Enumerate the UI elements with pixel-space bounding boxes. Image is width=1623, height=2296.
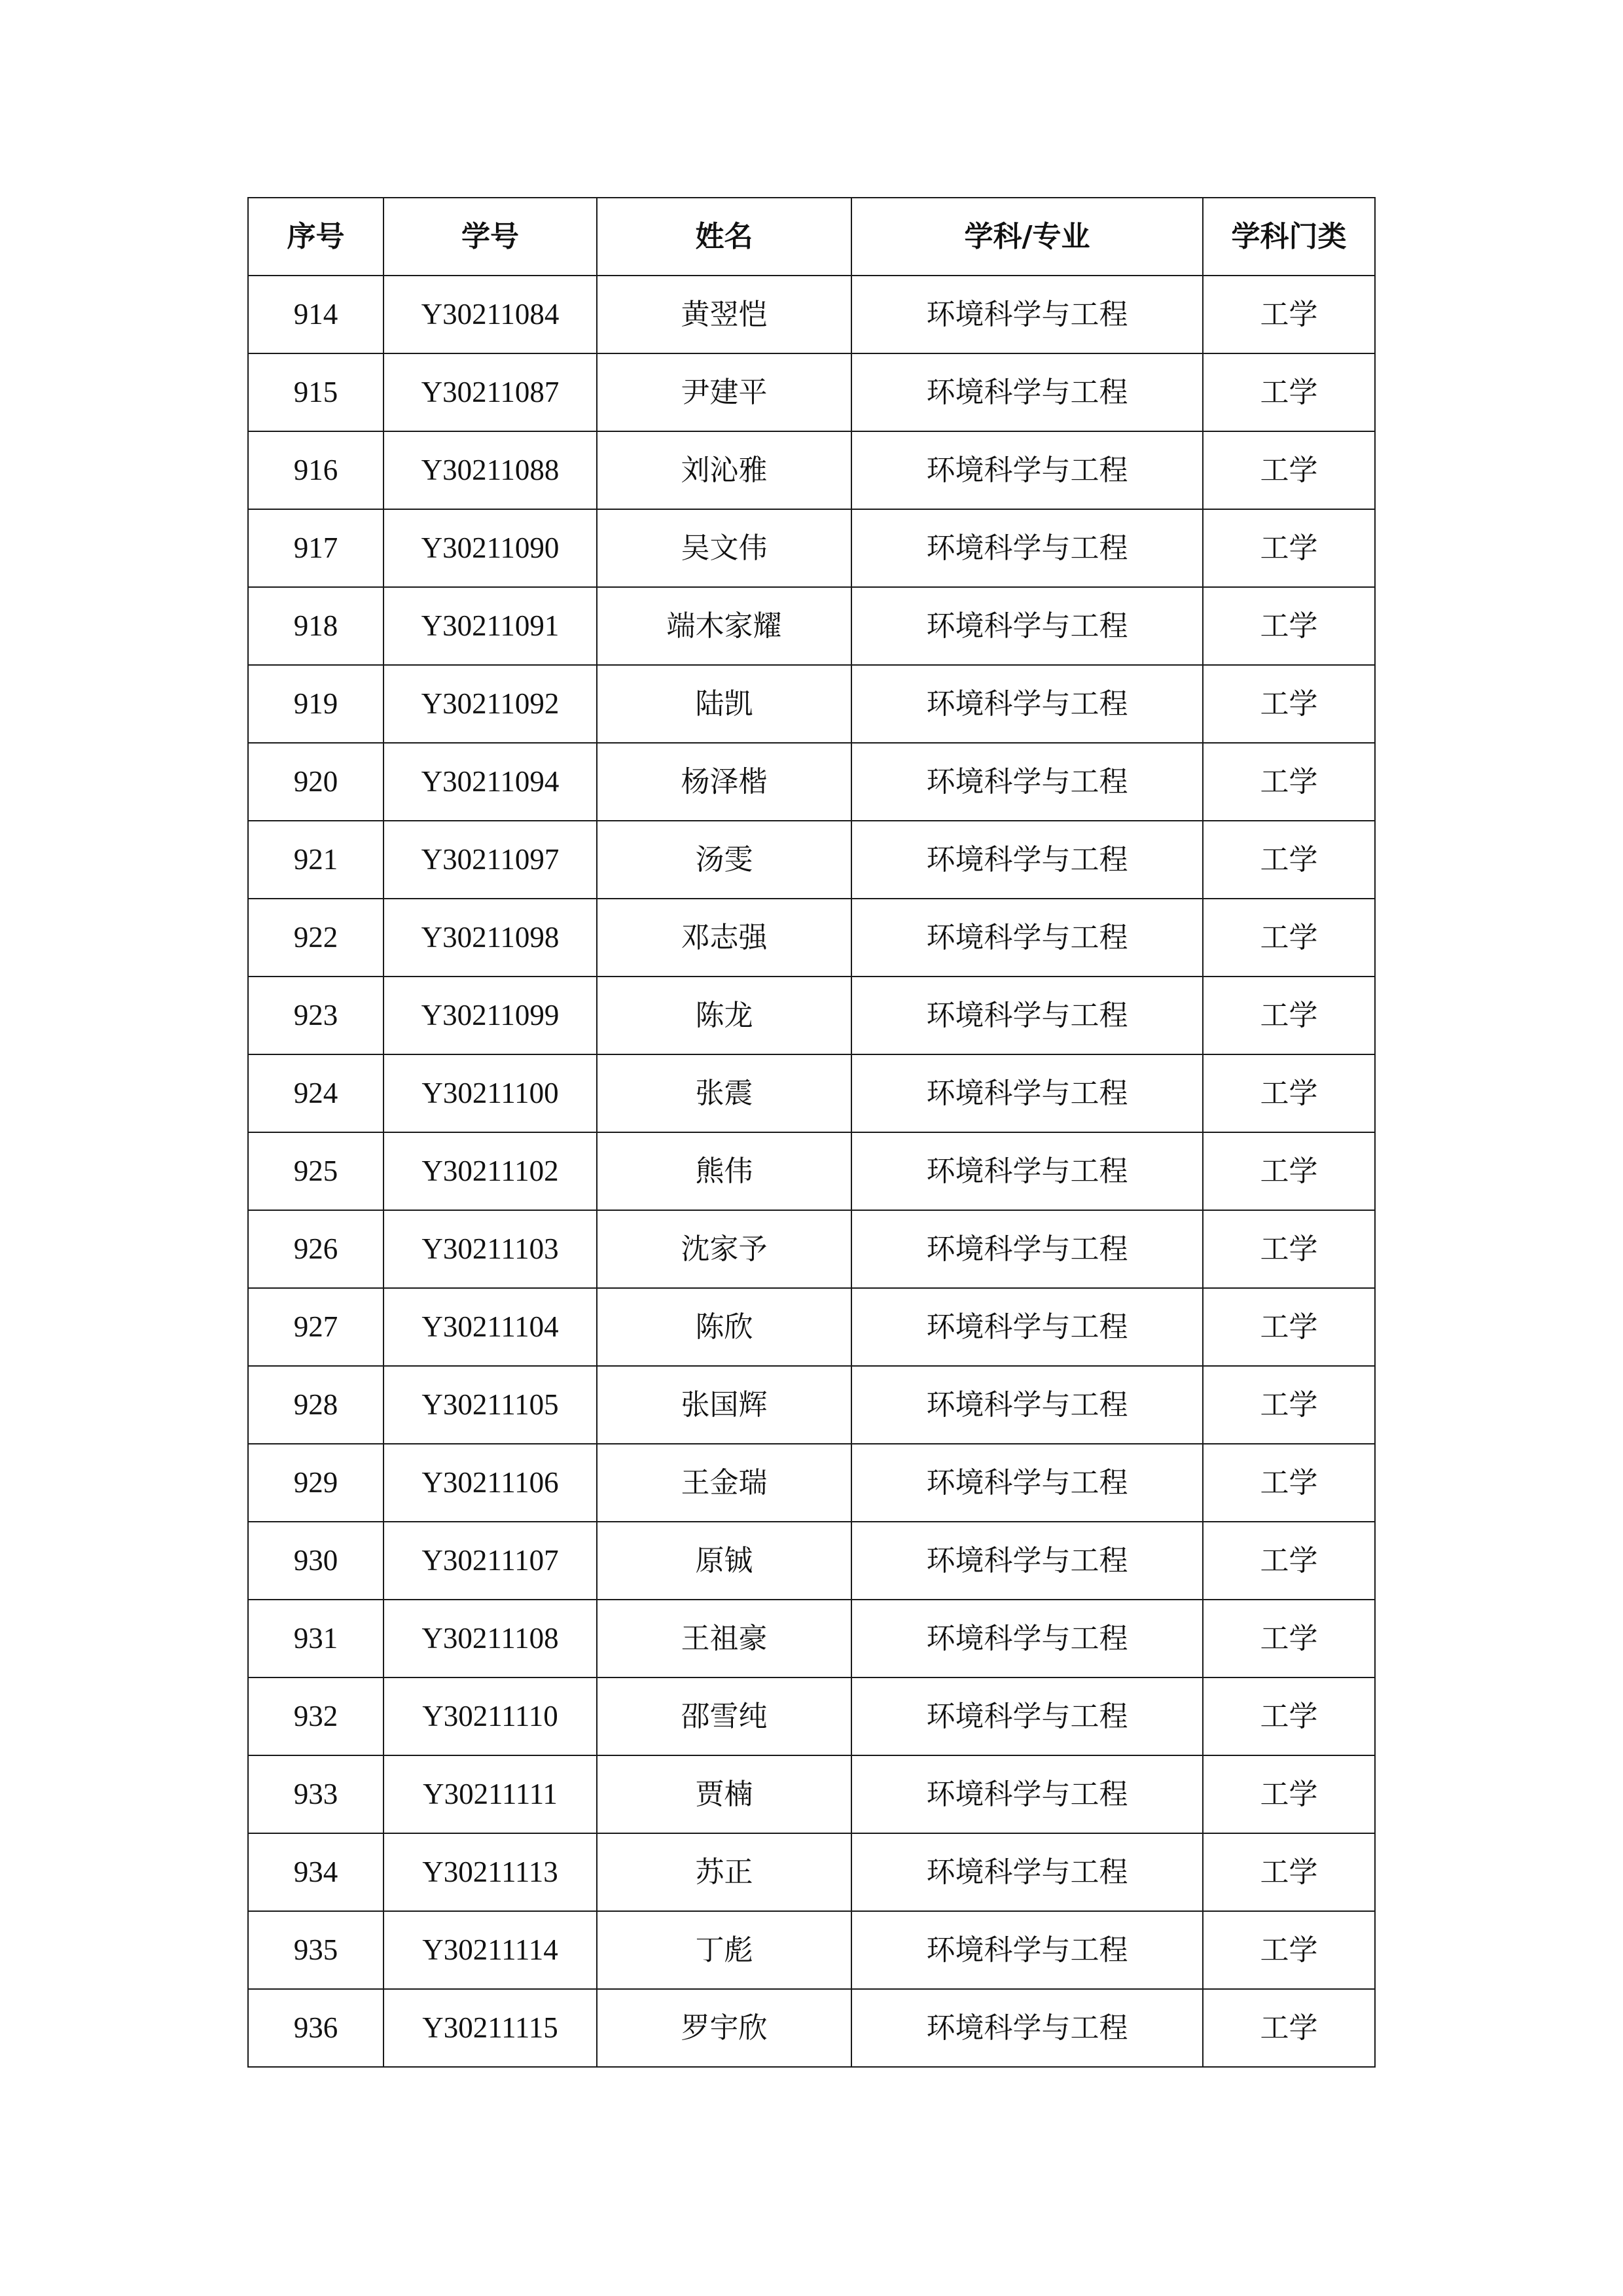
name-cell: 苏正 xyxy=(597,1833,851,1911)
table-row xyxy=(248,977,1375,1054)
discipline-major-cell: 环境科学与工程 xyxy=(851,1600,1203,1677)
discipline-major-cell: 环境科学与工程 xyxy=(851,899,1203,977)
serial-number-cell: 919 xyxy=(248,665,383,743)
serial-number-cell: 928 xyxy=(248,1366,383,1444)
student-id-cell: Y30211092 xyxy=(383,665,597,743)
serial-number-cell: 918 xyxy=(248,587,383,665)
student-id-cell: Y30211099 xyxy=(383,977,597,1054)
discipline-category-cell: 工学 xyxy=(1203,1522,1375,1600)
table-row xyxy=(248,1755,1375,1833)
discipline-major-cell: 环境科学与工程 xyxy=(851,1210,1203,1288)
serial-number-cell: 927 xyxy=(248,1288,383,1366)
table-row xyxy=(248,1677,1375,1755)
discipline-major-cell: 环境科学与工程 xyxy=(851,1755,1203,1833)
discipline-major-cell: 环境科学与工程 xyxy=(851,1522,1203,1600)
serial-number-cell: 935 xyxy=(248,1911,383,1989)
discipline-major-cell: 环境科学与工程 xyxy=(851,821,1203,899)
serial-number-cell: 930 xyxy=(248,1522,383,1600)
table-row xyxy=(248,1600,1375,1677)
header-name: 姓名 xyxy=(597,198,851,276)
student-id-cell: Y30211115 xyxy=(383,1989,597,2067)
table-header xyxy=(248,198,1375,276)
student-id-cell: Y30211113 xyxy=(383,1833,597,1911)
discipline-category-cell: 工学 xyxy=(1203,509,1375,587)
student-id-cell: Y30211088 xyxy=(383,431,597,509)
discipline-major-cell: 环境科学与工程 xyxy=(851,1989,1203,2067)
header-row xyxy=(248,198,1375,276)
discipline-category-cell: 工学 xyxy=(1203,1911,1375,1989)
name-cell: 刘沁雅 xyxy=(597,431,851,509)
student-id-cell: Y30211111 xyxy=(383,1755,597,1833)
name-cell: 沈家予 xyxy=(597,1210,851,1288)
discipline-category-cell: 工学 xyxy=(1203,743,1375,821)
discipline-category-cell: 工学 xyxy=(1203,353,1375,431)
serial-number-cell: 921 xyxy=(248,821,383,899)
discipline-category-cell: 工学 xyxy=(1203,1833,1375,1911)
discipline-category-cell: 工学 xyxy=(1203,431,1375,509)
discipline-category-cell: 工学 xyxy=(1203,1444,1375,1522)
serial-number-cell: 936 xyxy=(248,1989,383,2067)
discipline-category-cell: 工学 xyxy=(1203,821,1375,899)
table-row xyxy=(248,1444,1375,1522)
name-cell: 张震 xyxy=(597,1054,851,1132)
student-id-cell: Y30211102 xyxy=(383,1132,597,1210)
table-row xyxy=(248,899,1375,977)
discipline-category-cell: 工学 xyxy=(1203,899,1375,977)
name-cell: 丁彪 xyxy=(597,1911,851,1989)
table-row xyxy=(248,743,1375,821)
discipline-major-cell: 环境科学与工程 xyxy=(851,1366,1203,1444)
name-cell: 邵雪纯 xyxy=(597,1677,851,1755)
name-cell: 端木家耀 xyxy=(597,587,851,665)
discipline-category-cell: 工学 xyxy=(1203,1210,1375,1288)
table-row xyxy=(248,665,1375,743)
student-id-cell: Y30211097 xyxy=(383,821,597,899)
serial-number-cell: 914 xyxy=(248,276,383,353)
discipline-major-cell: 环境科学与工程 xyxy=(851,1677,1203,1755)
serial-number-cell: 931 xyxy=(248,1600,383,1677)
discipline-category-cell: 工学 xyxy=(1203,1288,1375,1366)
name-cell: 尹建平 xyxy=(597,353,851,431)
student-id-cell: Y30211108 xyxy=(383,1600,597,1677)
serial-number-cell: 922 xyxy=(248,899,383,977)
discipline-category-cell: 工学 xyxy=(1203,1132,1375,1210)
discipline-major-cell: 环境科学与工程 xyxy=(851,1911,1203,1989)
name-cell: 杨泽楷 xyxy=(597,743,851,821)
header-student-id: 学号 xyxy=(383,198,597,276)
student-id-cell: Y30211084 xyxy=(383,276,597,353)
discipline-major-cell: 环境科学与工程 xyxy=(851,1444,1203,1522)
name-cell: 邓志强 xyxy=(597,899,851,977)
student-id-cell: Y30211107 xyxy=(383,1522,597,1600)
discipline-category-cell: 工学 xyxy=(1203,276,1375,353)
serial-number-cell: 917 xyxy=(248,509,383,587)
discipline-major-cell: 环境科学与工程 xyxy=(851,1288,1203,1366)
student-id-cell: Y30211100 xyxy=(383,1054,597,1132)
table-row xyxy=(248,587,1375,665)
discipline-category-cell: 工学 xyxy=(1203,1677,1375,1755)
table-row xyxy=(248,1989,1375,2067)
name-cell: 黄翌恺 xyxy=(597,276,851,353)
student-id-cell: Y30211094 xyxy=(383,743,597,821)
header-discipline-category: 学科门类 xyxy=(1203,198,1375,276)
serial-number-cell: 920 xyxy=(248,743,383,821)
discipline-major-cell: 环境科学与工程 xyxy=(851,276,1203,353)
student-id-cell: Y30211087 xyxy=(383,353,597,431)
name-cell: 贾楠 xyxy=(597,1755,851,1833)
student-id-cell: Y30211103 xyxy=(383,1210,597,1288)
table-row xyxy=(248,821,1375,899)
student-id-cell: Y30211105 xyxy=(383,1366,597,1444)
serial-number-cell: 924 xyxy=(248,1054,383,1132)
discipline-category-cell: 工学 xyxy=(1203,587,1375,665)
header-discipline-major: 学科/专业 xyxy=(851,198,1203,276)
serial-number-cell: 915 xyxy=(248,353,383,431)
discipline-major-cell: 环境科学与工程 xyxy=(851,743,1203,821)
serial-number-cell: 925 xyxy=(248,1132,383,1210)
name-cell: 熊伟 xyxy=(597,1132,851,1210)
serial-number-cell: 929 xyxy=(248,1444,383,1522)
table-row xyxy=(248,1288,1375,1366)
table-row xyxy=(248,509,1375,587)
table-row xyxy=(248,276,1375,353)
name-cell: 张国辉 xyxy=(597,1366,851,1444)
discipline-category-cell: 工学 xyxy=(1203,977,1375,1054)
serial-number-cell: 934 xyxy=(248,1833,383,1911)
name-cell: 陈欣 xyxy=(597,1288,851,1366)
discipline-category-cell: 工学 xyxy=(1203,665,1375,743)
discipline-major-cell: 环境科学与工程 xyxy=(851,1132,1203,1210)
table-row xyxy=(248,1132,1375,1210)
student-id-cell: Y30211091 xyxy=(383,587,597,665)
discipline-major-cell: 环境科学与工程 xyxy=(851,509,1203,587)
student-id-cell: Y30211090 xyxy=(383,509,597,587)
serial-number-cell: 916 xyxy=(248,431,383,509)
student-id-cell: Y30211110 xyxy=(383,1677,597,1755)
serial-number-cell: 932 xyxy=(248,1677,383,1755)
name-cell: 陆凯 xyxy=(597,665,851,743)
table-row xyxy=(248,1522,1375,1600)
table-row xyxy=(248,1911,1375,1989)
table-body xyxy=(248,276,1375,2067)
student-id-cell: Y30211114 xyxy=(383,1911,597,1989)
table-row xyxy=(248,431,1375,509)
discipline-category-cell: 工学 xyxy=(1203,1600,1375,1677)
table-row xyxy=(248,1833,1375,1911)
table-row xyxy=(248,1210,1375,1288)
discipline-major-cell: 环境科学与工程 xyxy=(851,977,1203,1054)
table-row xyxy=(248,1054,1375,1132)
discipline-category-cell: 工学 xyxy=(1203,1054,1375,1132)
student-id-cell: Y30211106 xyxy=(383,1444,597,1522)
discipline-category-cell: 工学 xyxy=(1203,1989,1375,2067)
name-cell: 王金瑞 xyxy=(597,1444,851,1522)
student-id-cell: Y30211104 xyxy=(383,1288,597,1366)
discipline-major-cell: 环境科学与工程 xyxy=(851,665,1203,743)
discipline-major-cell: 环境科学与工程 xyxy=(851,587,1203,665)
discipline-category-cell: 工学 xyxy=(1203,1755,1375,1833)
name-cell: 罗宇欣 xyxy=(597,1989,851,2067)
name-cell: 原铖 xyxy=(597,1522,851,1600)
discipline-major-cell: 环境科学与工程 xyxy=(851,1054,1203,1132)
table-row xyxy=(248,1366,1375,1444)
name-cell: 王祖豪 xyxy=(597,1600,851,1677)
header-serial-number: 序号 xyxy=(248,198,383,276)
serial-number-cell: 933 xyxy=(248,1755,383,1833)
student-id-cell: Y30211098 xyxy=(383,899,597,977)
discipline-major-cell: 环境科学与工程 xyxy=(851,1833,1203,1911)
name-cell: 吴文伟 xyxy=(597,509,851,587)
discipline-major-cell: 环境科学与工程 xyxy=(851,353,1203,431)
discipline-major-cell: 环境科学与工程 xyxy=(851,431,1203,509)
table-row xyxy=(248,353,1375,431)
serial-number-cell: 926 xyxy=(248,1210,383,1288)
discipline-category-cell: 工学 xyxy=(1203,1366,1375,1444)
name-cell: 陈龙 xyxy=(597,977,851,1054)
serial-number-cell: 923 xyxy=(248,977,383,1054)
student-roster-table xyxy=(247,197,1376,2068)
name-cell: 汤雯 xyxy=(597,821,851,899)
